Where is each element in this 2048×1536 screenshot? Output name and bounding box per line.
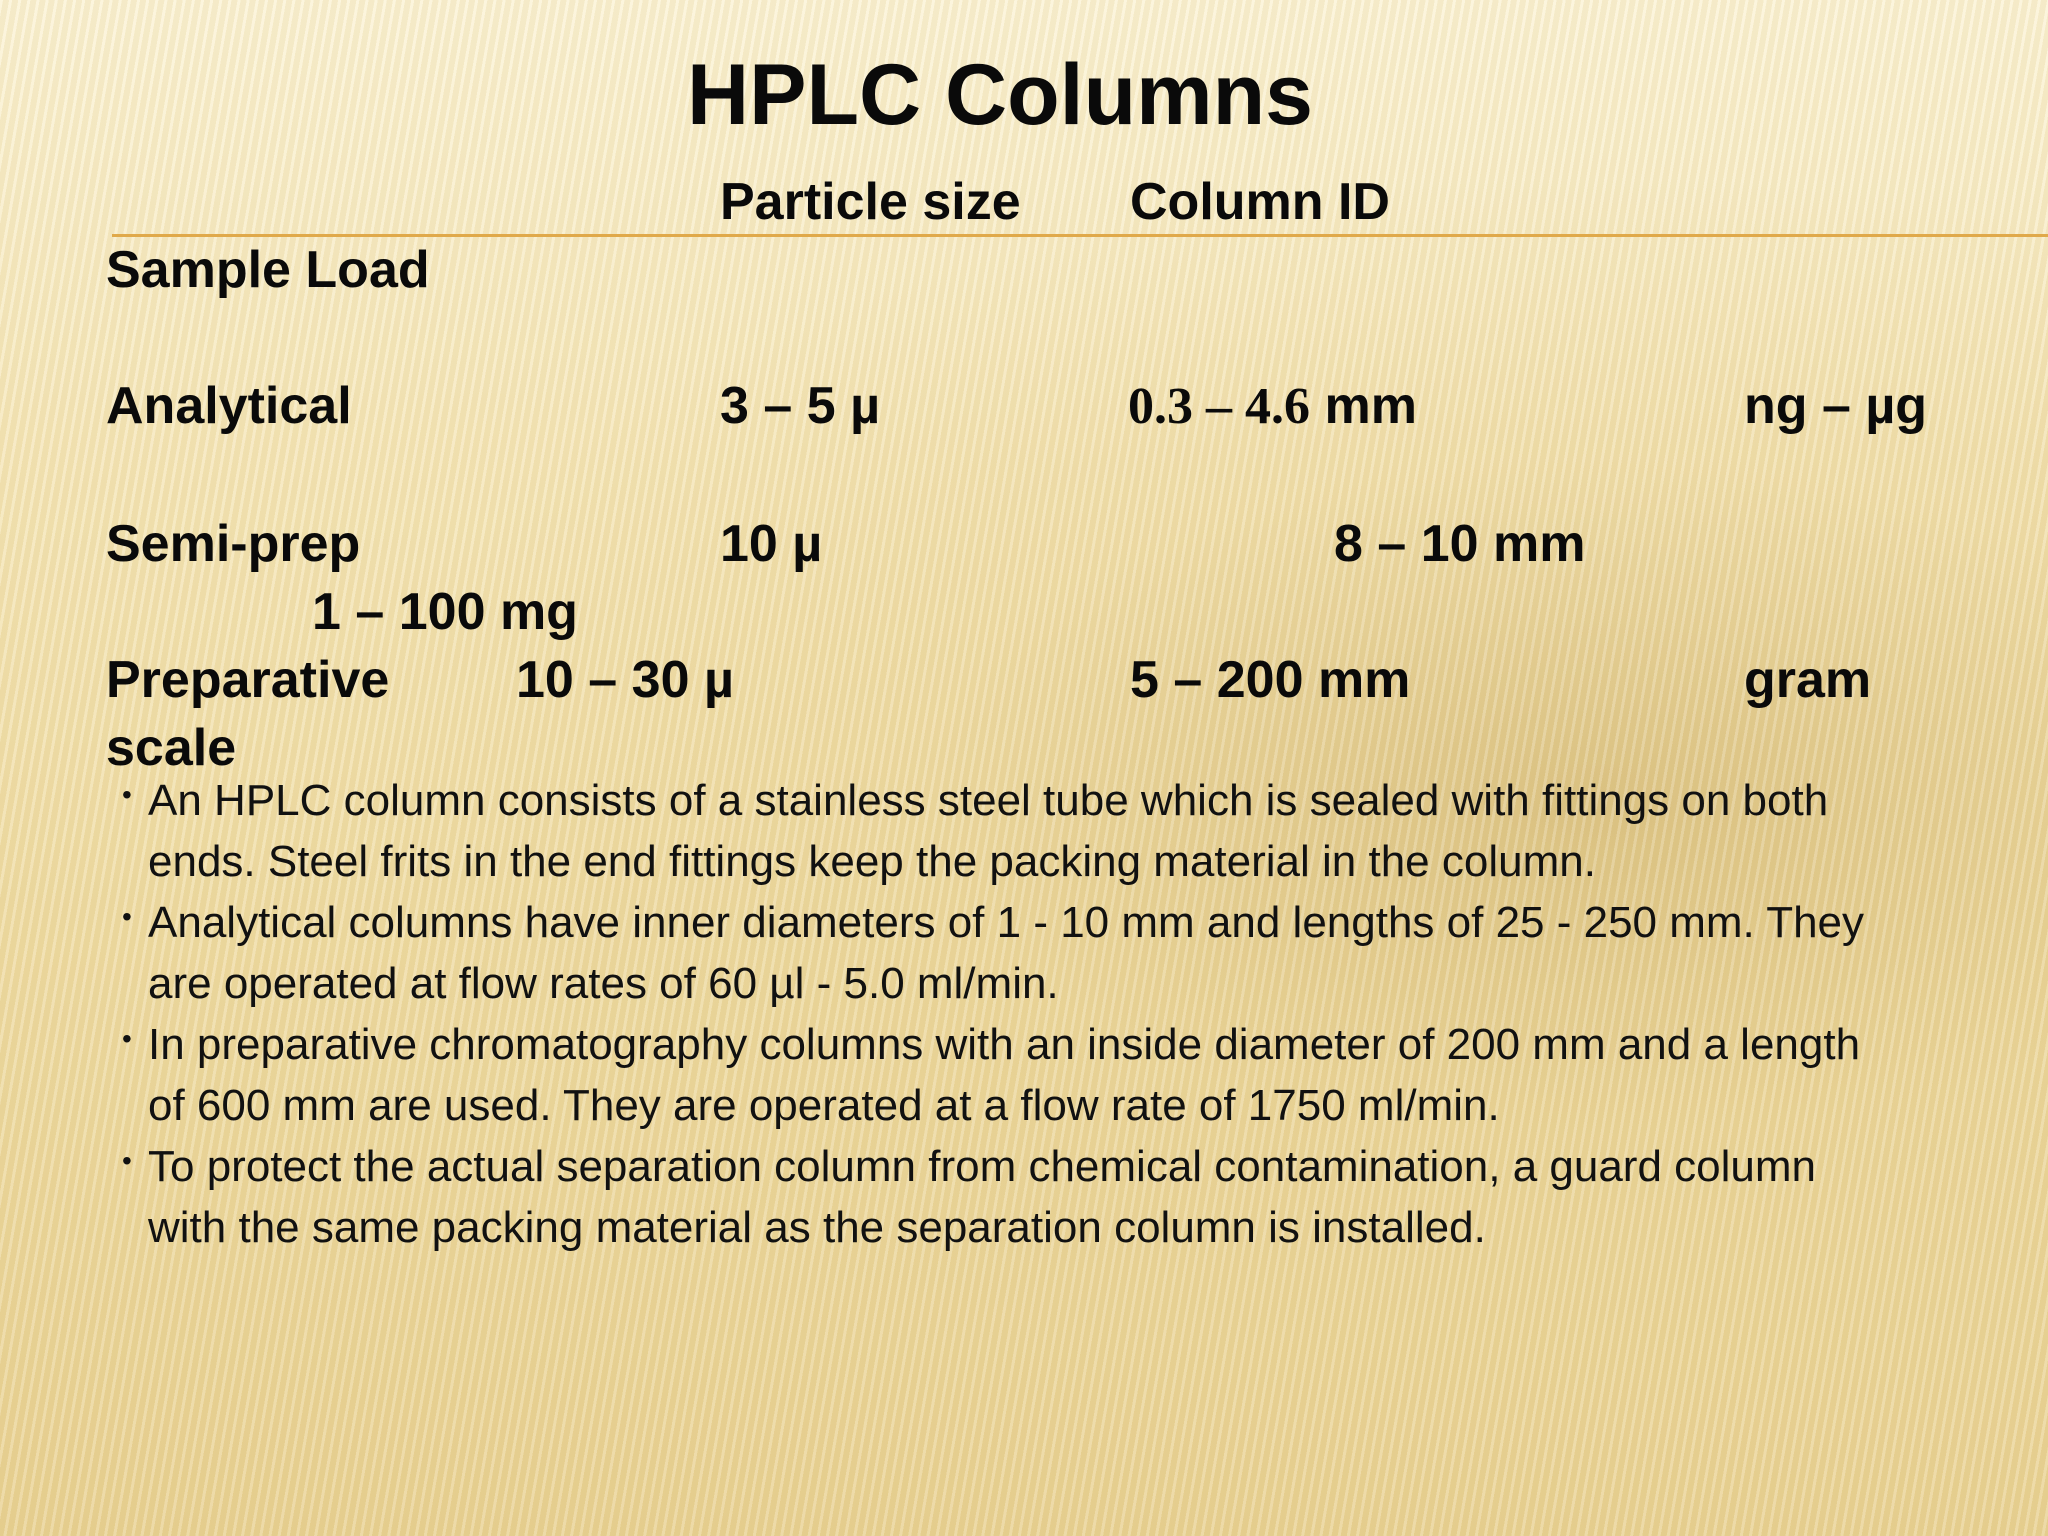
bullet-text: To protect the actual separation column from chemical contamination, a guard column with the same packing material as the separation column is installed. [148, 1142, 1816, 1252]
header-column-id: Column ID [1130, 173, 1390, 231]
bullet-icon: • [122, 779, 132, 810]
column-id-unit: mm [1324, 377, 1417, 435]
header-sample-load: Sample Load [106, 241, 430, 299]
row-column-id-analytical [1128, 377, 1417, 435]
row-column-id-semi-prep: 8 – 10 mm [1334, 515, 1586, 573]
bullet-icon: • [122, 1023, 132, 1054]
row-name-preparative-cont: scale [106, 719, 237, 777]
header-particle-size: Particle size [720, 173, 1021, 231]
bullet-list [122, 770, 1882, 1258]
header-divider [112, 234, 2048, 237]
row-load-preparative: gram [1744, 651, 1872, 709]
bullet-text: Analytical columns have inner diameters of 1 - 10 mm and lengths of 25 - 250 mm. They are operated at flow rates of 60 µl - 5.0 ml/min. [148, 898, 1865, 1008]
row-particle-semi-prep: 10 µ [720, 515, 823, 573]
row-particle-preparative: 10 – 30 µ [516, 651, 734, 709]
column-id-number: 0.3 – 4.6 [1128, 378, 1310, 435]
bullet-text: An HPLC column consists of a stainless steel tube which is sealed with fittings on both ends. Steel frits in the end fittings keep the packing material in the column. [148, 776, 1829, 886]
row-name-analytical: Analytical [106, 377, 352, 435]
row-load-analytical: ng – µg [1744, 377, 1928, 435]
row-name-preparative: Preparative [106, 651, 390, 709]
list-item [122, 770, 1882, 892]
list-item [122, 1014, 1882, 1136]
bullet-icon: • [122, 1145, 132, 1176]
bullet-icon: • [122, 901, 132, 932]
list-item [122, 1136, 1882, 1258]
row-column-id-preparative: 5 – 200 mm [1130, 651, 1411, 709]
list-item [122, 892, 1882, 1014]
row-particle-analytical: 3 – 5 µ [720, 377, 881, 435]
row-name-semi-prep: Semi-prep [106, 515, 361, 573]
slide-title: HPLC Columns [687, 47, 1313, 143]
row-load-semi-prep: 1 – 100 mg [312, 583, 578, 641]
bullet-text: In preparative chromatography columns with an inside diameter of 200 mm and a length of 600 mm are used. They are operated at a flow rate of 1750 ml/min. [148, 1020, 1861, 1130]
